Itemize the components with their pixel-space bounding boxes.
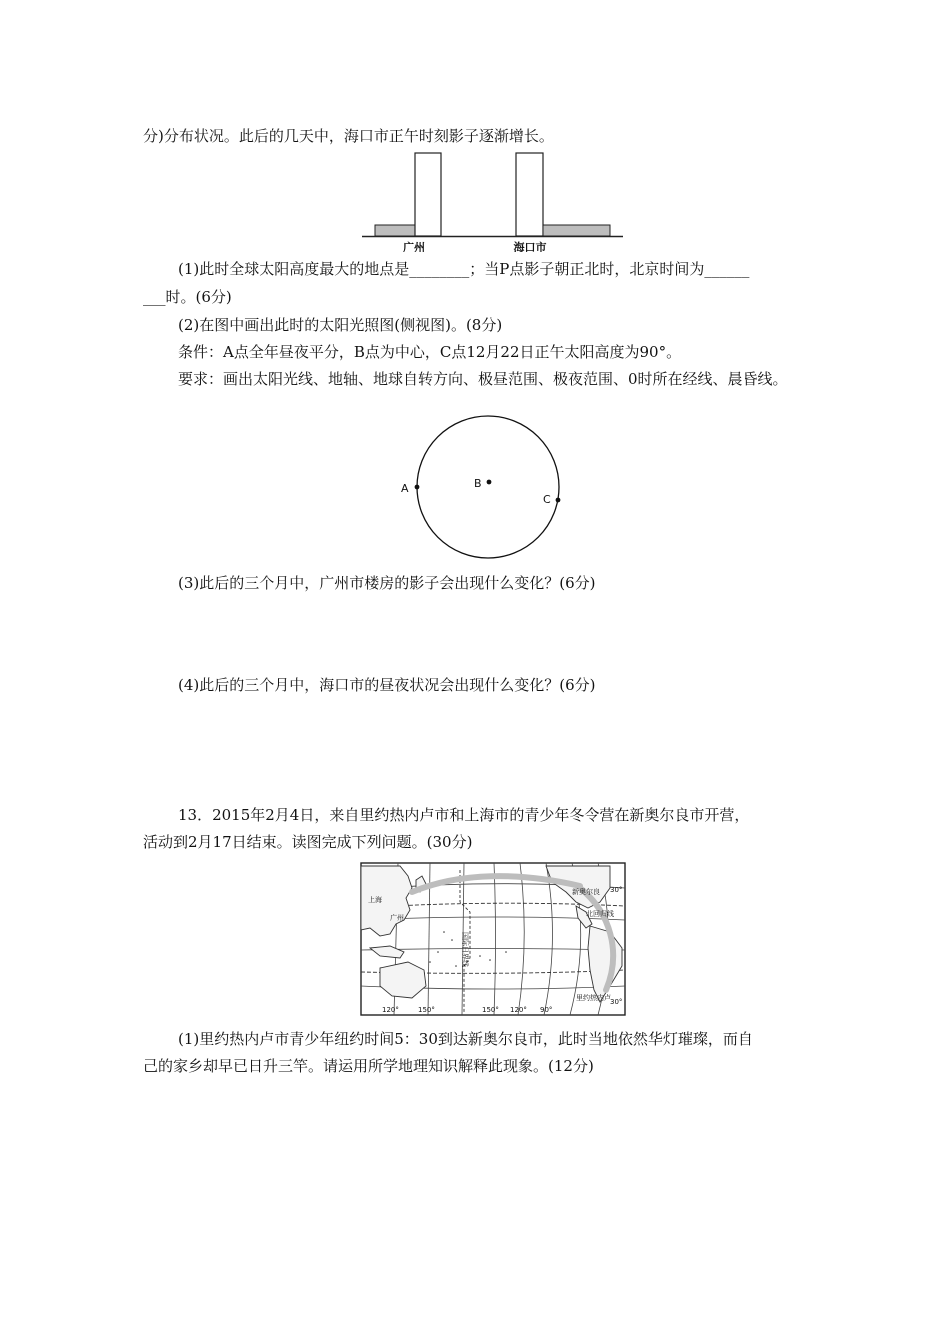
label-lon-4: 120°: [510, 1006, 527, 1014]
q12-part4: (4)此后的三个月中，海口市的昼夜状况会出现什么变化？(6分): [178, 676, 596, 694]
label-guangzhou: 广州: [390, 914, 404, 922]
earth-circle-figure: [395, 410, 575, 570]
q12-part2: (2)在图中画出此时的太阳光照图(侧视图)。(8分): [178, 316, 503, 334]
label-new-orleans: 新奥尔良: [572, 888, 600, 896]
label-lat-30s: 30°: [610, 998, 623, 1006]
point-c-dot: [556, 498, 561, 503]
label-rio: 里约热内卢: [576, 994, 611, 1002]
label-guangzhou: 广州: [403, 241, 425, 252]
point-b-dot: [487, 480, 492, 485]
q13-part1-line1: (1)里约热内卢市青少年纽约时间5：30到达新奥尔良市，此时当地依然华灯璀璨，而自: [178, 1030, 753, 1048]
q12-intro-tail: 分)分布状况。此后的几天中，海口市正午时刻影子逐渐增长。: [143, 127, 554, 145]
label-c: C: [543, 493, 551, 506]
haikou-shadow: [543, 225, 610, 236]
guangzhou-building: [415, 153, 441, 236]
q13-intro-line2: 活动到2月17日结束。读图完成下列问题。(30分): [143, 833, 473, 851]
island-dot: [437, 951, 439, 953]
q12-part2-condition: 条件：A点全年昼夜平分，B点为中心，C点12月22日正午太阳高度为90°。: [178, 343, 682, 361]
island-dot: [489, 959, 491, 961]
guangzhou-shadow: [375, 225, 415, 236]
q13-intro-line1: 13．2015年2月4日，来自里约热内卢市和上海市的青少年冬令营在新奥尔良市开营，: [178, 806, 750, 824]
q12-part1-line1: (1)此时全球太阳高度最大的地点是________；当P点影子朝正北时，北京时间为______: [178, 260, 750, 278]
label-lon-5: 90°: [540, 1006, 553, 1014]
label-lon-3: 150°: [482, 1006, 499, 1014]
island-dot: [451, 939, 453, 941]
label-date-line: 国际日界线: [461, 932, 469, 967]
q13-part1-line2: 己的家乡却早已日升三竿。请运用所学地理知识解释此现象。(12分): [143, 1057, 594, 1075]
island-dot: [429, 961, 431, 963]
label-haikou: 海口市: [513, 241, 547, 252]
earth-circle: [417, 416, 559, 558]
point-a-dot: [415, 485, 420, 490]
q12-part2-requirement: 要求：画出太阳光线、地轴、地球自转方向、极昼范围、极夜范围、0时所在经线、晨昏线。: [178, 370, 788, 388]
label-b: B: [474, 477, 482, 490]
label-lon-2: 150°: [418, 1006, 435, 1014]
island-dot: [479, 955, 481, 957]
shadow-figure: [358, 148, 628, 252]
label-lon-1: 120°: [382, 1006, 399, 1014]
world-map-figure: [360, 862, 626, 1016]
q12-part1-line2: ___时。(6分): [143, 288, 232, 306]
label-shanghai: 上海: [368, 896, 382, 904]
haikou-building: [516, 153, 543, 236]
label-lat-30n: 30°: [610, 886, 623, 894]
label-tropic-north: 北回归线: [586, 910, 614, 918]
label-a: A: [401, 482, 409, 495]
q12-part3: (3)此后的三个月中，广州市楼房的影子会出现什么变化？(6分): [178, 574, 596, 592]
island-dot: [455, 965, 457, 967]
island-dot: [505, 951, 507, 953]
island-dot: [443, 931, 445, 933]
